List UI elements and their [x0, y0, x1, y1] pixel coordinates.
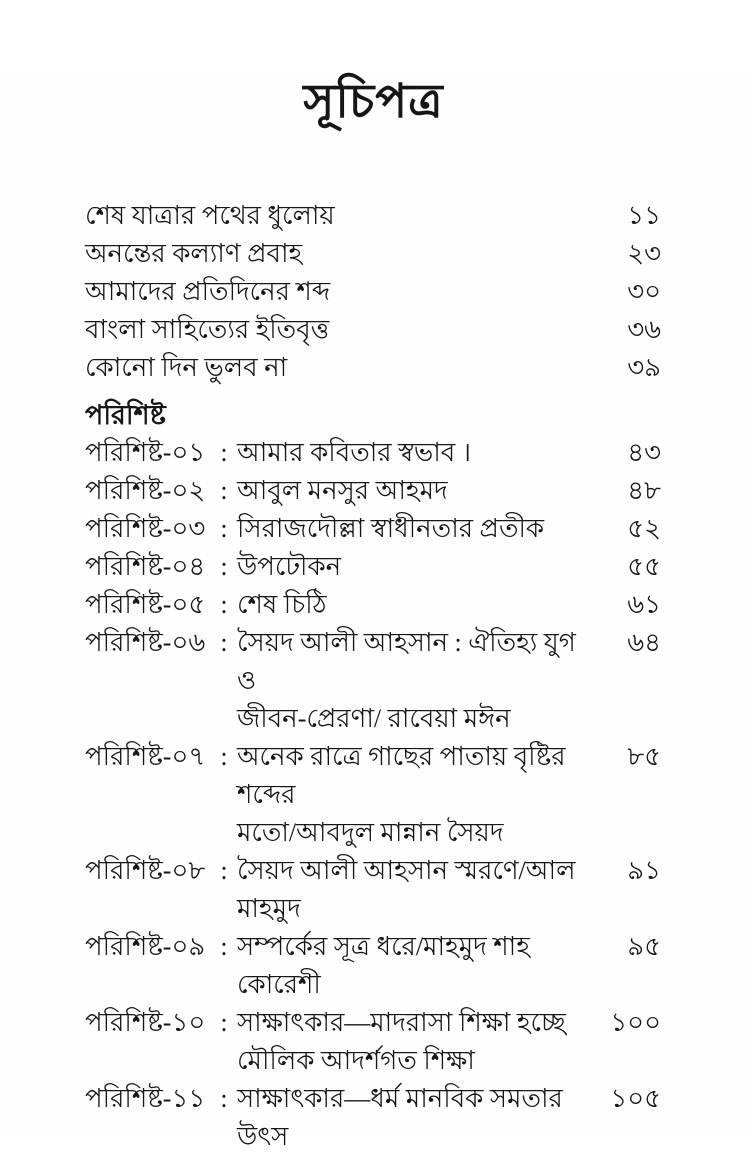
appendix-entry-title: সাক্ষাৎকার—মাদরাসা শিক্ষা হচ্ছে মৌলিক আদর্শগত শিক্ষা: [235, 1004, 599, 1080]
toc-main-list: [85, 197, 661, 387]
toc-appendix-list: [85, 434, 661, 1156]
appendix-entry-title: শেষ চিঠি: [237, 590, 327, 620]
toc-entry-title: শেষ যাত্রার পথের ধুলোয়: [85, 201, 335, 231]
appendix-entry-label: পরিশিষ্ট-০৩: [85, 514, 206, 544]
appendix-entry-separator: :: [220, 438, 228, 468]
appendix-entry-row: [85, 586, 661, 624]
appendix-entry-label: পরিশিষ্ট-১০: [85, 1008, 206, 1038]
toc-entry-page-number: ৬১: [627, 590, 661, 620]
appendix-entry-label: পরিশিষ্ট-০২: [85, 476, 206, 506]
appendix-entry-separator: :: [220, 628, 228, 658]
toc-entry-page-number: ৩৬: [627, 315, 661, 345]
appendix-entry-separator: :: [220, 552, 228, 582]
appendix-entry-label: পরিশিষ্ট-০১: [85, 438, 206, 468]
toc-entry-row: [85, 349, 661, 387]
appendix-entry-title: আবুল মনসুর আহমদ: [237, 476, 448, 506]
appendix-entry-label: পরিশিষ্ট-০৫: [85, 590, 206, 620]
appendix-entry-separator: :: [220, 932, 228, 962]
toc-entry-page-number: ৫৫: [627, 552, 661, 582]
toc-entry-title: বাংলা সাহিত্যের ইতিবৃত্ত: [85, 315, 330, 345]
appendix-entry-title: সিরাজদৌল্লা স্বাধীনতার প্রতীক: [237, 514, 545, 544]
appendix-entry-row: [85, 434, 661, 472]
appendix-entry-title-line2: মতো/আবদুল মান্নান সৈয়দ: [237, 818, 504, 848]
toc-entry-page-number: ৯১: [627, 856, 661, 886]
appendix-entry-separator: :: [220, 1008, 228, 1038]
appendix-entry-label: পরিশিষ্ট-০৭: [85, 742, 206, 772]
page-title: সূচিপত্র: [303, 76, 444, 128]
appendix-entry-title: সম্পর্কের সূত্র ধরে/মাহমুদ শাহ কোরেশী: [237, 932, 530, 1000]
appendix-entry-row: [85, 510, 661, 548]
appendix-entry-title: অনেক রাত্রে গাছের পাতায় বৃষ্টির শব্দের মতো/আবদুল মান্নান সৈয়দ: [235, 738, 599, 852]
toc-content: [0, 129, 747, 1156]
toc-entry-page-number: ৩০: [627, 277, 661, 307]
appendix-entry-separator: :: [220, 590, 228, 620]
scanned-toc-page: [0, 75, 747, 1152]
toc-entry-page-number: ৬৪: [627, 628, 661, 658]
toc-entry-row: [85, 311, 661, 349]
appendix-entry-row: [85, 548, 661, 586]
appendix-entry-row: [85, 852, 661, 928]
appendix-entry-label: পরিশিষ্ট-১১: [85, 1084, 206, 1114]
appendix-entry-row: [85, 928, 661, 1004]
toc-entry-page-number: ৪৮: [627, 476, 661, 506]
appendix-entry-label: পরিশিষ্ট-০৪: [85, 552, 206, 582]
appendix-entry-row: [85, 1080, 661, 1156]
toc-entry-title: অনন্তের কল্যাণ প্রবাহ: [85, 239, 303, 269]
toc-entry-page-number: ১০৫: [610, 1084, 661, 1114]
toc-entry-page-number: ৫২: [627, 514, 661, 544]
toc-entry-row: [85, 235, 661, 273]
toc-entry-title: আমাদের প্রতিদিনের শব্দ: [85, 277, 331, 307]
appendix-entry-separator: :: [220, 476, 228, 506]
appendix-entry-title: সৈয়দ আলী আহসান স্মরণে/আল মাহমুদ: [237, 856, 576, 924]
toc-entry-page-number: ১০০: [610, 1008, 661, 1038]
toc-entry-page-number: ১১: [627, 201, 661, 231]
appendix-entry-separator: :: [220, 856, 228, 886]
toc-entry-page-number: ৪৩: [627, 438, 661, 468]
appendix-entry-title: আমার কবিতার স্বভাব ।: [237, 438, 472, 468]
toc-entry-page-number: ৩৯: [627, 353, 661, 383]
appendix-entry-title: উপঢৌকন: [237, 552, 342, 582]
appendix-entry-separator: :: [220, 1084, 228, 1114]
toc-entry-title: কোনো দিন ভুলব না: [85, 353, 288, 383]
appendix-entry-row: [85, 624, 661, 738]
toc-entry-row: [85, 273, 661, 311]
appendix-entry-title: সৈয়দ আলী আহসান : ঐতিহ্য যুগ ও জীবন-প্রেরণা/ রাবেয়া মঈন: [235, 624, 599, 738]
appendix-entry-row: [85, 738, 661, 852]
appendix-entry-row: [85, 472, 661, 510]
appendix-entry-label: পরিশিষ্ট-০৮: [85, 856, 206, 886]
appendix-entry-label: পরিশিষ্ট-০৯: [85, 932, 206, 962]
appendix-entry-title: সাক্ষাৎকার—ধর্ম মানবিক সমতার উৎস: [237, 1084, 563, 1152]
appendix-entry-separator: :: [220, 742, 228, 772]
toc-entry-page-number: ৯৫: [627, 932, 661, 962]
toc-entry-row: [85, 197, 661, 235]
appendix-section-heading: পরিশিষ্ট: [85, 400, 166, 431]
toc-entry-page-number: ৮৫: [627, 742, 661, 772]
appendix-entry-title-line2: জীবন-প্রেরণা/ রাবেয়া মঈন: [237, 704, 511, 734]
appendix-entry-label: পরিশিষ্ট-০৬: [85, 628, 206, 658]
appendix-entry-row: [85, 1004, 661, 1080]
appendix-entry-title-line2: মৌলিক আদর্শগত শিক্ষা: [237, 1046, 475, 1076]
appendix-entry-separator: :: [220, 514, 228, 544]
toc-entry-page-number: ২৩: [627, 239, 661, 269]
